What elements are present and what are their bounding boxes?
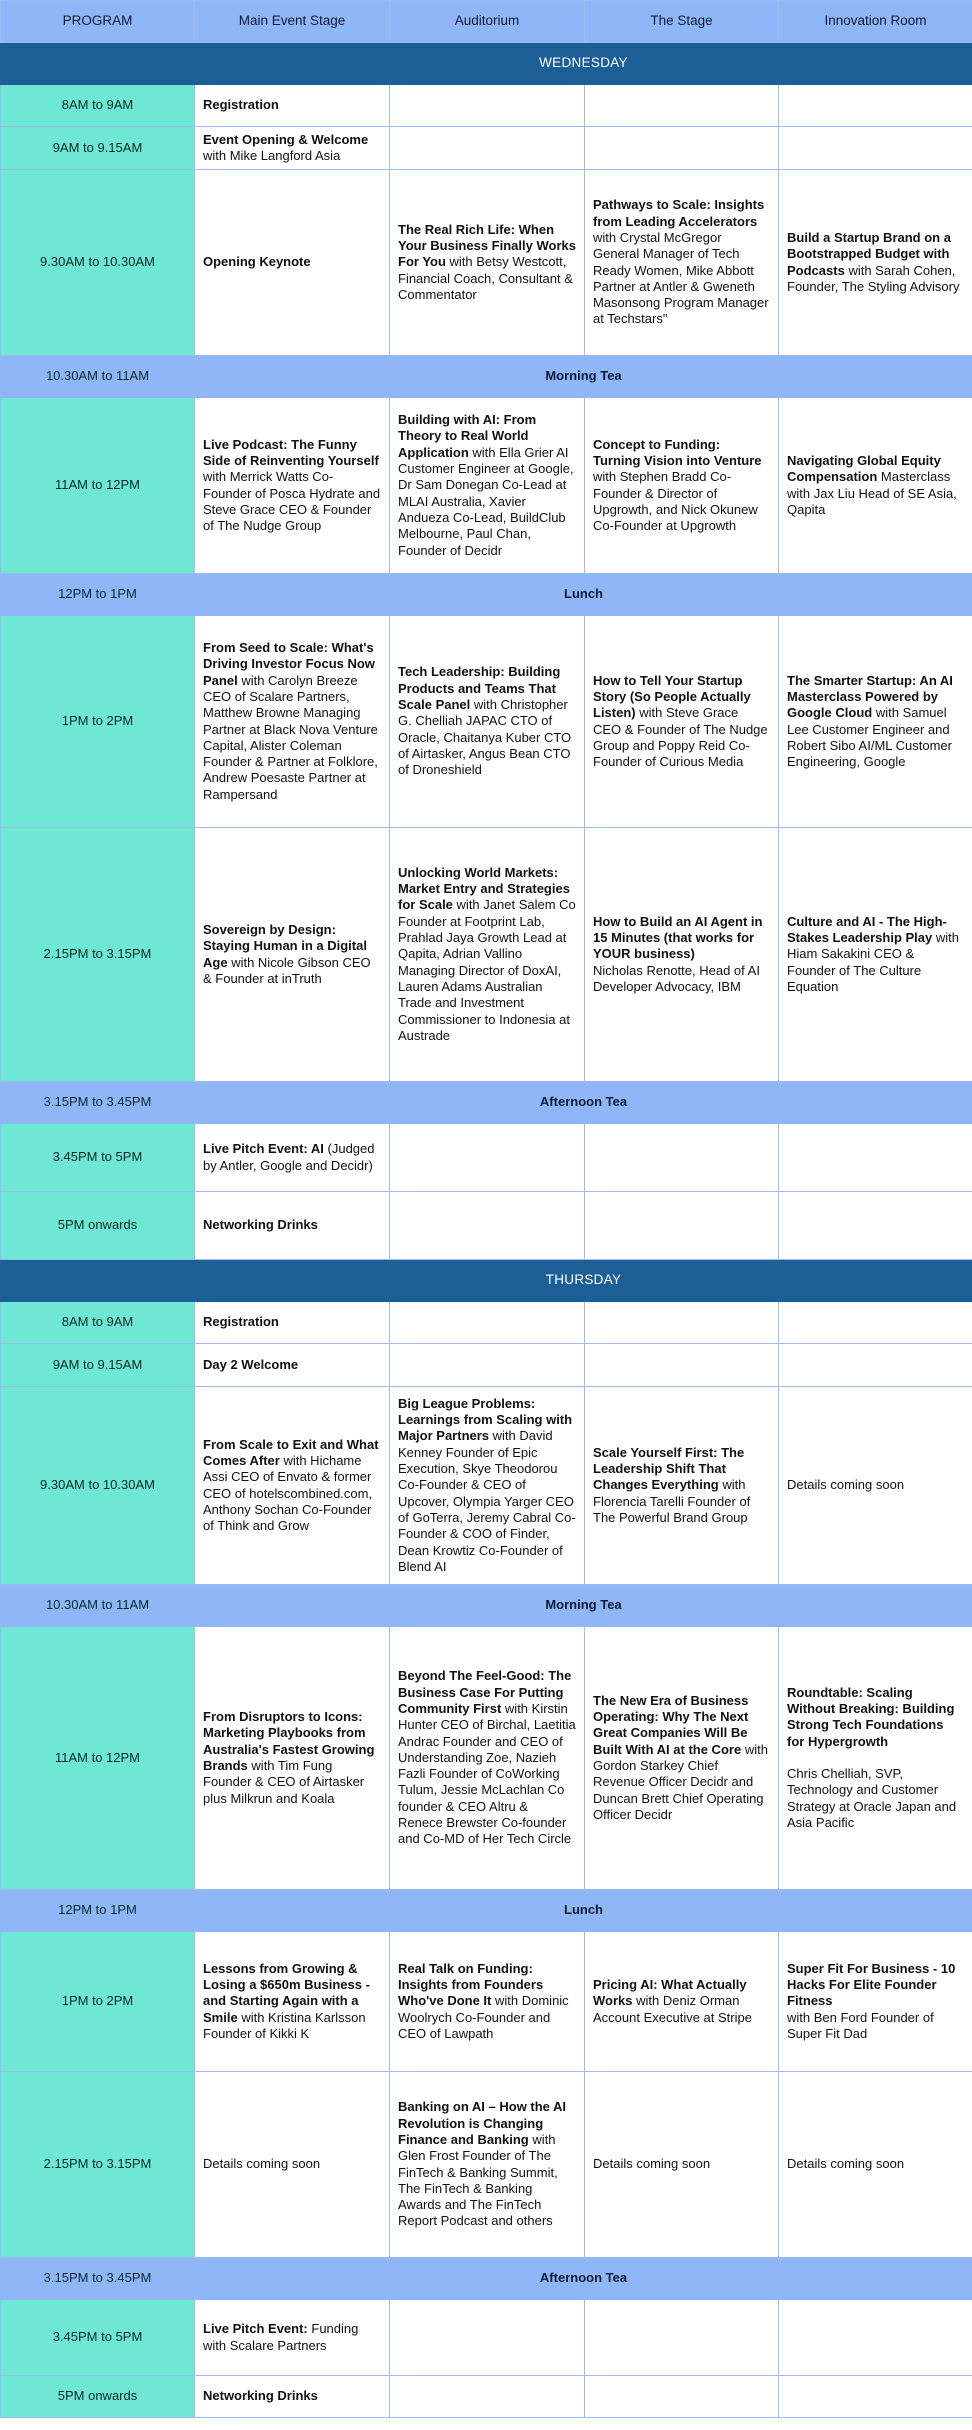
table-row <box>1 127 972 170</box>
break-row <box>1 574 972 616</box>
day-label: WEDNESDAY <box>195 43 972 85</box>
table-row <box>1 2376 972 2418</box>
time-slot: 2.15PM to 3.15PM <box>1 828 195 1082</box>
session-cell: Banking on AI – How the AI Revolution is Changing Finance and Banking with Glen Frost Founder of The FinTech & Banking Summit, The FinTech & Banking Awards and The FinTech Report Podcast and others <box>390 2072 585 2258</box>
session-cell: Networking Drinks <box>195 1192 390 1260</box>
time-slot: 3.15PM to 3.45PM <box>1 2258 195 2300</box>
session-cell: Lessons from Growing & Losing a $650m Business - and Starting Again with a Smile with Kristina Karlsson Founder of Kikki K <box>195 1932 390 2072</box>
session-cell: The Smarter Startup: An AI Masterclass Powered by Google Cloud with Samuel Lee Customer Engineer and Robert Sibo AI/ML Customer Engineering, Google <box>779 616 972 828</box>
session-cell: The Real Rich Life: When Your Business Finally Works For You with Betsy Westcott, Financial Coach, Consultant & Commentator <box>390 170 585 356</box>
break-row <box>1 1890 972 1932</box>
session-cell: Build a Startup Brand on a Bootstrapped Budget with Podcasts with Sarah Cohen, Founder, The Styling Advisory <box>779 170 972 356</box>
col-header-program: PROGRAM <box>1 1 195 43</box>
table-row <box>1 2300 972 2376</box>
break-row <box>1 356 972 398</box>
time-slot: 1PM to 2PM <box>1 1932 195 2072</box>
table-row <box>1 1124 972 1192</box>
session-cell: How to Build an AI Agent in 15 Minutes (that works for YOUR business) Nicholas Renotte, Head of AI Developer Advocacy, IBM <box>585 828 779 1082</box>
session-cell: Pathways to Scale: Insights from Leading Accelerators with Crystal McGregor General Manager of Tech Ready Women, Mike Abbott Partner at Antler & Gweneth Masonsong Program Manager at Techstars" <box>585 170 779 356</box>
break-row <box>1 1082 972 1124</box>
session-cell: Concept to Funding: Turning Vision into Venture with Stephen Bradd Co-Founder & Director of Upgrowth, and Nick Okunew Co-Founder at Upgrowth <box>585 398 779 574</box>
session-cell: Building with AI: From Theory to Real World Application with Ella Grier AI Customer Engineer at Google, Dr Sam Donegan Co-Lead at MLAI Australia, Xavier Andueza Co-Lead, BuildClub Melbourne, Paul Chan, Founder of Decidr <box>390 398 585 574</box>
session-cell: Live Pitch Event: Funding with Scalare Partners <box>195 2300 390 2376</box>
day-row-wednesday <box>1 43 972 85</box>
time-slot: 5PM onwards <box>1 1192 195 1260</box>
table-row <box>1 1192 972 1260</box>
break-label: Lunch <box>195 1890 972 1932</box>
session-cell: Sovereign by Design: Staying Human in a Digital Age with Nicole Gibson CEO & Founder at inTruth <box>195 828 390 1082</box>
session-cell: Navigating Global Equity Compensation Masterclass with Jax Liu Head of SE Asia, Qapita <box>779 398 972 574</box>
session-cell: Opening Keynote <box>195 170 390 356</box>
session-cell: Super Fit For Business - 10 Hacks For Elite Founder Fitness with Ben Ford Founder of Super Fit Dad <box>779 1932 972 2072</box>
day-row-thursday <box>1 1260 972 1302</box>
session-cell: Culture and AI - The High-Stakes Leadership Play with Hiam Sakakini CEO & Founder of The Culture Equation <box>779 828 972 1082</box>
time-slot: 3.45PM to 5PM <box>1 2300 195 2376</box>
session-cell: Tech Leadership: Building Products and Teams That Scale Panel with Christopher G. Chelliah JAPAC CTO of Oracle, Chaitanya Kuber CTO of Airtasker, Angus Bean CTO of Droneshield <box>390 616 585 828</box>
break-label: Morning Tea <box>195 1585 972 1627</box>
session-cell: Unlocking World Markets: Market Entry and Strategies for Scale with Janet Salem Co Founder at Footprint Lab, Prahlad Jaya Growth Lead at Qapita, Adrian Vallino Managing Director of DoxAI, Lauren Adams Australian Trade and Investment Commissioner to Indonesia at Austrade <box>390 828 585 1082</box>
session-cell: Scale Yourself First: The Leadership Shift That Changes Everything with Florencia Tarelli Founder of The Powerful Brand Group <box>585 1387 779 1585</box>
session-cell: Pricing AI: What Actually Works with Deniz Orman Account Executive at Stripe <box>585 1932 779 2072</box>
time-slot: 2.15PM to 3.15PM <box>1 2072 195 2258</box>
break-row <box>1 2258 972 2300</box>
break-label: Morning Tea <box>195 356 972 398</box>
table-row <box>1 1302 972 1344</box>
table-row <box>1 85 972 127</box>
session-cell: Real Talk on Funding: Insights from Founders Who've Done It with Dominic Woolrych Co-Founder and CEO of Lawpath <box>390 1932 585 2072</box>
time-slot: 8AM to 9AM <box>1 1302 195 1344</box>
table-row <box>1 1344 972 1387</box>
header-row <box>1 1 972 43</box>
table-row <box>1 1387 972 1585</box>
session-cell: Live Podcast: The Funny Side of Reinventing Yourself with Merrick Watts Co-Founder of Posca Hydrate and Steve Grace CEO & Founder of The Nudge Group <box>195 398 390 574</box>
time-slot: 11AM to 12PM <box>1 398 195 574</box>
col-header-main-event-stage: Main Event Stage <box>195 1 390 43</box>
session-cell: Beyond The Feel-Good: The Business Case For Putting Community First with Kirstin Hunter CEO of Birchal, Laetitia Andrac Founder and CEO of Understanding Zoe, Nazieh Fazli Founder of CoWorking Tulum, Jessie McLachlan Co founder & CEO Altru & Renece Brewster Co-founder and Co-MD of Her Tech Circle <box>390 1627 585 1890</box>
break-label: Afternoon Tea <box>195 1082 972 1124</box>
session-cell: Event Opening & Welcome with Mike Langford Asia <box>195 127 390 170</box>
time-slot: 12PM to 1PM <box>1 574 195 616</box>
col-header-the-stage: The Stage <box>585 1 779 43</box>
session-cell: Details coming soon <box>195 2072 390 2258</box>
session-cell: Networking Drinks <box>195 2376 390 2418</box>
time-slot: 9AM to 9.15AM <box>1 1344 195 1387</box>
time-slot: 10.30AM to 11AM <box>1 356 195 398</box>
session-cell: How to Tell Your Startup Story (So People Actually Listen) with Steve Grace CEO & Founder of The Nudge Group and Poppy Reid Co-Founder of Curious Media <box>585 616 779 828</box>
time-slot: 12PM to 1PM <box>1 1890 195 1932</box>
session-cell: The New Era of Business Operating: Why The Next Great Companies Will Be Built With AI at the Core with Gordon Starkey Chief Revenue Officer Decidr and Duncan Brett Chief Operating Officer Decidr <box>585 1627 779 1890</box>
break-label: Afternoon Tea <box>195 2258 972 2300</box>
table-row <box>1 616 972 828</box>
time-slot: 10.30AM to 11AM <box>1 1585 195 1627</box>
table-row <box>1 170 972 356</box>
time-slot: 9.30AM to 10.30AM <box>1 1387 195 1585</box>
session-cell: Roundtable: Scaling Without Breaking: Building Strong Tech Foundations for Hypergrowth Chris Chelliah, SVP, Technology and Customer Strategy at Oracle Japan and Asia Pacific <box>779 1627 972 1890</box>
time-slot: 8AM to 9AM <box>1 85 195 127</box>
time-slot: 9.30AM to 10.30AM <box>1 170 195 356</box>
time-slot: 5PM onwards <box>1 2376 195 2418</box>
session-cell: Registration <box>195 85 390 127</box>
day-label: THURSDAY <box>195 1260 972 1302</box>
session-cell: Details coming soon <box>779 1387 972 1585</box>
table-row <box>1 2072 972 2258</box>
table-row <box>1 398 972 574</box>
table-row <box>1 1627 972 1890</box>
session-cell: Registration <box>195 1302 390 1344</box>
session-cell: Details coming soon <box>585 2072 779 2258</box>
session-cell: From Disruptors to Icons: Marketing Playbooks from Australia's Fastest Growing Brands with Tim Fung Founder & CEO of Airtasker plus Milkrun and Koala <box>195 1627 390 1890</box>
break-label: Lunch <box>195 574 972 616</box>
session-cell: Day 2 Welcome <box>195 1344 390 1387</box>
col-header-innovation-room: Innovation Room <box>779 1 972 43</box>
session-cell: From Seed to Scale: What's Driving Investor Focus Now Panel with Carolyn Breeze CEO of Scalare Partners, Matthew Browne Managing Partner at Black Nova Venture Capital, Alister Coleman Founder & Partner at Folklore, Andrew Poesaste Partner at Rampersand <box>195 616 390 828</box>
time-slot: 3.15PM to 3.45PM <box>1 1082 195 1124</box>
time-slot: 1PM to 2PM <box>1 616 195 828</box>
session-cell: Details coming soon <box>779 2072 972 2258</box>
time-slot: 3.45PM to 5PM <box>1 1124 195 1192</box>
table-row <box>1 828 972 1082</box>
time-slot: 11AM to 12PM <box>1 1627 195 1890</box>
break-row <box>1 1585 972 1627</box>
session-cell: From Scale to Exit and What Comes After with Hichame Assi CEO of Envato & former CEO of hotelscombined.com, Anthony Sochan Co-Founder of Think and Grow <box>195 1387 390 1585</box>
time-slot: 9AM to 9.15AM <box>1 127 195 170</box>
table-row <box>1 1932 972 2072</box>
session-cell: Live Pitch Event: AI (Judged by Antler, Google and Decidr) <box>195 1124 390 1192</box>
col-header-auditorium: Auditorium <box>390 1 585 43</box>
session-cell: Big League Problems: Learnings from Scaling with Major Partners with David Kenney Founder of Epic Execution, Skye Theodorou Co-Founder & CEO of Upcover, Olympia Yarger CEO of GoTerra, Jeremy Cabral Co-Founder & COO of Finder, Dean Krowtiz Co-Founder of Blend AI <box>390 1387 585 1585</box>
